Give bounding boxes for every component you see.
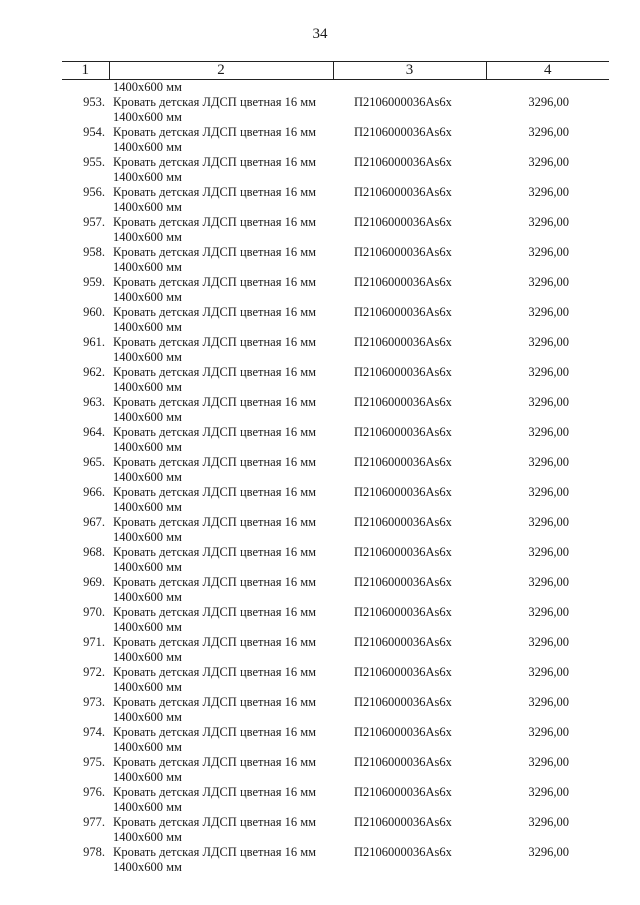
item-name: Кровать детская ЛДСП цветная 16 мм xyxy=(113,455,317,469)
item-description xyxy=(109,305,333,335)
item-code: П2106000036Аs6х xyxy=(354,185,452,199)
item-size: 1400х600 мм xyxy=(113,439,182,454)
item-size: 1400х600 мм xyxy=(113,589,182,604)
item-name: Кровать детская ЛДСП цветная 16 мм xyxy=(113,515,317,529)
item-description xyxy=(109,605,333,635)
item-size: 1400х600 мм xyxy=(113,619,182,634)
item-description xyxy=(109,215,333,245)
item-name: Кровать детская ЛДСП цветная 16 мм xyxy=(113,185,317,199)
row-number: 970. xyxy=(83,605,105,619)
table-body xyxy=(62,80,609,876)
row-number: 972. xyxy=(83,665,105,679)
table-row xyxy=(62,785,609,815)
item-name: Кровать детская ЛДСП цветная 16 мм xyxy=(113,275,317,289)
item-name: Кровать детская ЛДСП цветная 16 мм xyxy=(113,785,317,799)
row-number: 969. xyxy=(83,575,105,589)
header-row xyxy=(62,62,609,80)
item-description xyxy=(109,245,333,275)
item-code: П2106000036Аs6х xyxy=(354,245,452,259)
table-row xyxy=(62,275,609,305)
item-price: 3296,00 xyxy=(528,335,569,349)
row-number: 965. xyxy=(83,455,105,469)
item-size: 1400х600 мм xyxy=(113,529,182,544)
table-row xyxy=(62,215,609,245)
item-description xyxy=(109,365,333,395)
item-size: 1400х600 мм xyxy=(113,199,182,214)
row-number: 959. xyxy=(83,275,105,289)
table-header xyxy=(62,62,609,80)
table-row xyxy=(62,305,609,335)
item-price: 3296,00 xyxy=(528,365,569,379)
item-name: Кровать детская ЛДСП цветная 16 мм xyxy=(113,635,317,649)
item-description xyxy=(109,785,333,815)
item-price: 3296,00 xyxy=(528,515,569,529)
item-size: 1400х600 мм xyxy=(113,649,182,664)
item-name: Кровать детская ЛДСП цветная 16 мм xyxy=(113,485,317,499)
row-number: 976. xyxy=(83,785,105,799)
row-number: 971. xyxy=(83,635,105,649)
item-name: Кровать детская ЛДСП цветная 16 мм xyxy=(113,335,317,349)
item-description xyxy=(109,95,333,125)
item-size: 1400х600 мм xyxy=(113,109,182,124)
item-size: 1400х600 мм xyxy=(113,379,182,394)
item-name: Кровать детская ЛДСП цветная 16 мм xyxy=(113,845,317,859)
item-description xyxy=(109,185,333,215)
row-number: 967. xyxy=(83,515,105,529)
table-row xyxy=(62,635,609,665)
table-row xyxy=(62,665,609,695)
item-name: Кровать детская ЛДСП цветная 16 мм xyxy=(113,605,317,619)
column-header-2: 2 xyxy=(109,62,333,80)
item-size: 1400х600 мм xyxy=(113,829,182,844)
row-number: 975. xyxy=(83,755,105,769)
item-name: Кровать детская ЛДСП цветная 16 мм xyxy=(113,125,317,139)
row-number: 958. xyxy=(83,245,105,259)
column-header-1: 1 xyxy=(62,62,109,80)
row-number: 955. xyxy=(83,155,105,169)
item-name: Кровать детская ЛДСП цветная 16 мм xyxy=(113,245,317,259)
continuation-num-cell xyxy=(62,80,109,96)
item-code: П2106000036Аs6х xyxy=(354,815,452,829)
item-code: П2106000036Аs6х xyxy=(354,125,452,139)
item-code: П2106000036Аs6х xyxy=(354,785,452,799)
item-price: 3296,00 xyxy=(528,605,569,619)
item-description xyxy=(109,755,333,785)
row-number: 963. xyxy=(83,395,105,409)
table-row xyxy=(62,125,609,155)
item-price: 3296,00 xyxy=(528,755,569,769)
item-name: Кровать детская ЛДСП цветная 16 мм xyxy=(113,665,317,679)
item-description xyxy=(109,665,333,695)
item-name: Кровать детская ЛДСП цветная 16 мм xyxy=(113,755,317,769)
item-name: Кровать детская ЛДСП цветная 16 мм xyxy=(113,155,317,169)
row-number: 964. xyxy=(83,425,105,439)
table-row xyxy=(62,455,609,485)
table-row xyxy=(62,605,609,635)
item-description xyxy=(109,125,333,155)
item-size: 1400х600 мм xyxy=(113,469,182,484)
item-description xyxy=(109,155,333,185)
item-code: П2106000036Аs6х xyxy=(354,155,452,169)
item-price: 3296,00 xyxy=(528,815,569,829)
continuation-code-cell xyxy=(333,80,486,96)
item-price: 3296,00 xyxy=(528,725,569,739)
table-row xyxy=(62,185,609,215)
table-row xyxy=(62,365,609,395)
table-row xyxy=(62,485,609,515)
item-name: Кровать детская ЛДСП цветная 16 мм xyxy=(113,575,317,589)
item-size: 1400х600 мм xyxy=(113,739,182,754)
row-number: 962. xyxy=(83,365,105,379)
item-description xyxy=(109,425,333,455)
item-description xyxy=(109,545,333,575)
item-price: 3296,00 xyxy=(528,155,569,169)
table-row xyxy=(62,155,609,185)
item-name: Кровать детская ЛДСП цветная 16 мм xyxy=(113,545,317,559)
item-price: 3296,00 xyxy=(528,665,569,679)
table-row xyxy=(62,845,609,875)
continuation-row xyxy=(62,80,609,96)
item-description xyxy=(109,335,333,365)
item-size: 1400х600 мм xyxy=(113,259,182,274)
item-description xyxy=(109,635,333,665)
item-size: 1400х600 мм xyxy=(113,229,182,244)
item-size: 1400х600 мм xyxy=(113,289,182,304)
item-description xyxy=(109,515,333,545)
item-size: 1400х600 мм xyxy=(113,559,182,574)
item-code: П2106000036Аs6х xyxy=(354,695,452,709)
row-number: 978. xyxy=(83,845,105,859)
item-description xyxy=(109,275,333,305)
item-code: П2106000036Аs6х xyxy=(354,395,452,409)
row-number: 960. xyxy=(83,305,105,319)
item-code: П2106000036Аs6х xyxy=(354,485,452,499)
item-code: П2106000036Аs6х xyxy=(354,545,452,559)
item-name: Кровать детская ЛДСП цветная 16 мм xyxy=(113,215,317,229)
item-code: П2106000036Аs6х xyxy=(354,455,452,469)
item-price: 3296,00 xyxy=(528,455,569,469)
item-code: П2106000036Аs6х xyxy=(354,365,452,379)
row-number: 961. xyxy=(83,335,105,349)
item-size: 1400х600 мм xyxy=(113,139,182,154)
item-size: 1400х600 мм xyxy=(113,349,182,364)
item-name: Кровать детская ЛДСП цветная 16 мм xyxy=(113,815,317,829)
item-code: П2106000036Аs6х xyxy=(354,755,452,769)
item-price: 3296,00 xyxy=(528,305,569,319)
table-row xyxy=(62,335,609,365)
item-description xyxy=(109,815,333,845)
item-size: 1400х600 мм xyxy=(113,859,182,874)
continuation-price-cell xyxy=(486,80,609,96)
continuation-text: 1400х600 мм xyxy=(113,80,182,94)
item-size: 1400х600 мм xyxy=(113,709,182,724)
item-price: 3296,00 xyxy=(528,545,569,559)
table-row xyxy=(62,95,609,125)
item-size: 1400х600 мм xyxy=(113,319,182,334)
table-row xyxy=(62,425,609,455)
item-price: 3296,00 xyxy=(528,695,569,709)
item-code: П2106000036Аs6х xyxy=(354,215,452,229)
item-code: П2106000036Аs6х xyxy=(354,575,452,589)
item-price: 3296,00 xyxy=(528,485,569,499)
item-price: 3296,00 xyxy=(528,845,569,859)
item-size: 1400х600 мм xyxy=(113,499,182,514)
row-number: 956. xyxy=(83,185,105,199)
item-code: П2106000036Аs6х xyxy=(354,665,452,679)
item-size: 1400х600 мм xyxy=(113,679,182,694)
item-code: П2106000036Аs6х xyxy=(354,335,452,349)
item-price: 3296,00 xyxy=(528,275,569,289)
table-row xyxy=(62,545,609,575)
item-size: 1400х600 мм xyxy=(113,169,182,184)
item-code: П2106000036Аs6х xyxy=(354,95,452,109)
item-name: Кровать детская ЛДСП цветная 16 мм xyxy=(113,365,317,379)
item-name: Кровать детская ЛДСП цветная 16 мм xyxy=(113,725,317,739)
table-row xyxy=(62,815,609,845)
item-name: Кровать детская ЛДСП цветная 16 мм xyxy=(113,95,317,109)
row-number: 957. xyxy=(83,215,105,229)
row-number: 974. xyxy=(83,725,105,739)
inventory-table xyxy=(62,61,609,875)
table-row xyxy=(62,755,609,785)
item-description xyxy=(109,395,333,425)
item-code: П2106000036Аs6х xyxy=(354,725,452,739)
table-row xyxy=(62,515,609,545)
item-description xyxy=(109,575,333,605)
table-row xyxy=(62,725,609,755)
row-number: 977. xyxy=(83,815,105,829)
row-number: 953. xyxy=(83,95,105,109)
row-number: 966. xyxy=(83,485,105,499)
table-row xyxy=(62,395,609,425)
column-header-4: 4 xyxy=(486,62,609,80)
item-size: 1400х600 мм xyxy=(113,799,182,814)
item-price: 3296,00 xyxy=(528,125,569,139)
item-code: П2106000036Аs6х xyxy=(354,845,452,859)
item-price: 3296,00 xyxy=(528,425,569,439)
item-name: Кровать детская ЛДСП цветная 16 мм xyxy=(113,395,317,409)
row-number: 973. xyxy=(83,695,105,709)
item-name: Кровать детская ЛДСП цветная 16 мм xyxy=(113,425,317,439)
item-name: Кровать детская ЛДСП цветная 16 мм xyxy=(113,305,317,319)
item-code: П2106000036Аs6х xyxy=(354,635,452,649)
table-row xyxy=(62,575,609,605)
page-number: 34 xyxy=(312,26,328,42)
column-header-3: 3 xyxy=(333,62,486,80)
item-price: 3296,00 xyxy=(528,245,569,259)
table-row xyxy=(62,245,609,275)
item-description xyxy=(109,695,333,725)
item-price: 3296,00 xyxy=(528,185,569,199)
item-price: 3296,00 xyxy=(528,635,569,649)
item-price: 3296,00 xyxy=(528,215,569,229)
item-name: Кровать детская ЛДСП цветная 16 мм xyxy=(113,695,317,709)
item-description xyxy=(109,845,333,875)
item-size: 1400х600 мм xyxy=(113,409,182,424)
item-code: П2106000036Аs6х xyxy=(354,275,452,289)
row-number: 968. xyxy=(83,545,105,559)
item-description xyxy=(109,725,333,755)
item-size: 1400х600 мм xyxy=(113,769,182,784)
item-code: П2106000036Аs6х xyxy=(354,305,452,319)
item-price: 3296,00 xyxy=(528,575,569,589)
item-price: 3296,00 xyxy=(528,395,569,409)
row-number: 954. xyxy=(83,125,105,139)
item-price: 3296,00 xyxy=(528,95,569,109)
item-code: П2106000036Аs6х xyxy=(354,605,452,619)
item-price: 3296,00 xyxy=(528,785,569,799)
item-code: П2106000036Аs6х xyxy=(354,515,452,529)
item-description xyxy=(109,455,333,485)
table-row xyxy=(62,695,609,725)
item-description xyxy=(109,485,333,515)
item-code: П2106000036Аs6х xyxy=(354,425,452,439)
